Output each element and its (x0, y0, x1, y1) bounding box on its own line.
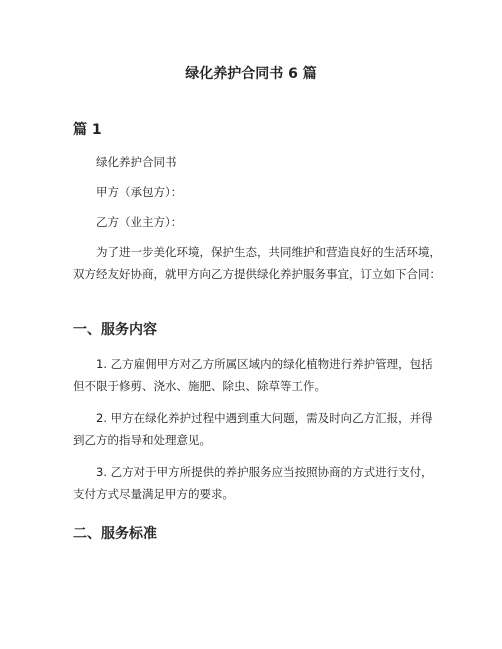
intro-paragraph: 为了进一步美化环境，保护生态，共同维护和营造良好的生活环境，双方经友好协商，就甲方向乙方提供绿化养护服务事宜，订立如下合同： (73, 245, 441, 281)
party-b-line: 乙方（业主方）： (96, 215, 183, 229)
section-heading-service-content: 一、服务内容 (73, 322, 157, 338)
service-item-1: 1. 乙方雇佣甲方对乙方所属区域内的绿化植物进行养护管理，包括但不限于修剪、浇水、施肥、除虫、除草等工作。 (73, 357, 433, 393)
service-item-3: 3. 乙方对于甲方所提供的养护服务应当按照协商的方式进行支付，支付方式尽量满足甲方的要求。 (73, 465, 433, 501)
document-title: 绿化养护合同书 6 篇 (185, 66, 317, 82)
section-heading-service-standard: 二、服务标准 (73, 526, 157, 542)
part-heading: 篇 1 (73, 122, 102, 138)
contract-name-line: 绿化养护合同书 (96, 155, 177, 169)
party-a-line: 甲方（承包方）： (96, 185, 183, 199)
service-item-2: 2. 甲方在绿化养护过程中遇到重大问题，需及时向乙方汇报，并得到乙方的指导和处理意见。 (73, 411, 433, 447)
